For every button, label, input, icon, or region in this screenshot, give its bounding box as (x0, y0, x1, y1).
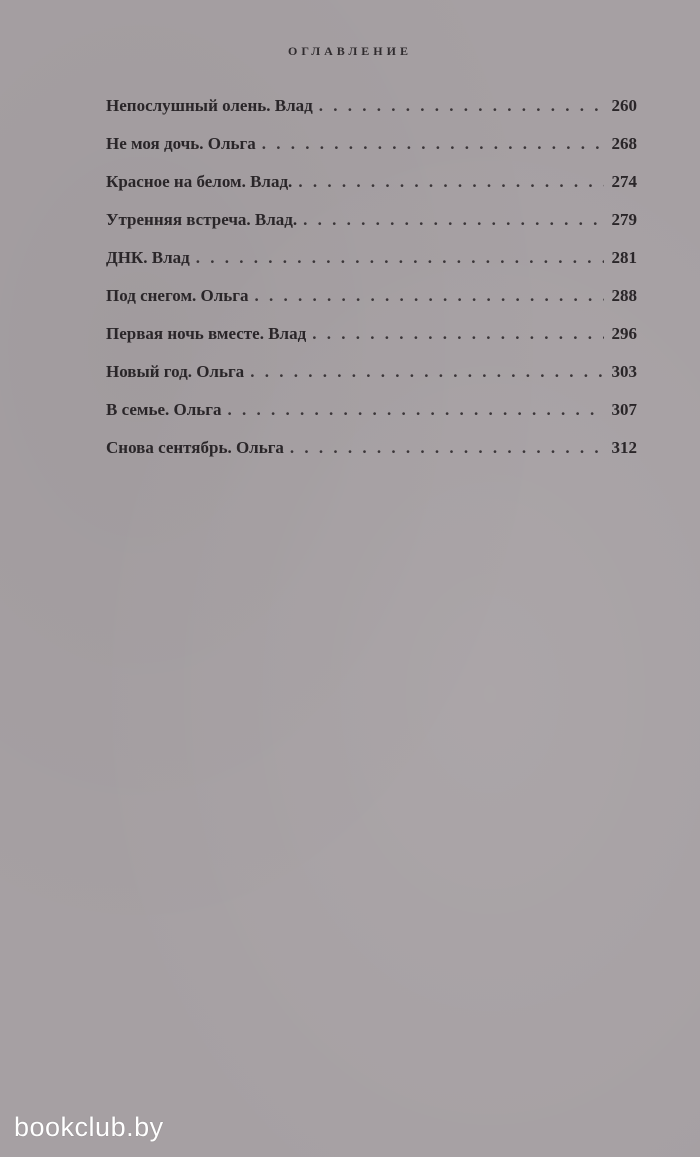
toc-entry (106, 362, 637, 400)
toc-entry-page: 288 (611, 286, 637, 305)
toc-dot-leader (250, 362, 603, 382)
toc-entry (106, 248, 637, 286)
toc-entry (106, 324, 637, 362)
toc-entry-label: Красное на белом. Влад. (106, 172, 293, 191)
toc-entry (106, 210, 637, 248)
toc-dot-leader (319, 96, 604, 116)
toc-entry-label: Не моя дочь. Ольга (106, 134, 256, 153)
toc-dot-leader (255, 286, 604, 306)
toc-dot-leader (303, 210, 603, 230)
toc-entry-label: Первая ночь вместе. Влад (106, 324, 307, 343)
toc-dot-leader (196, 248, 604, 268)
page-title: ОГЛАВЛЕНИЕ (288, 44, 412, 58)
toc-entry-label: В семье. Ольга (106, 400, 222, 419)
toc-entry (106, 96, 637, 134)
site-watermark: bookclub.by (14, 1112, 164, 1142)
toc-entry-label: ДНК. Влад (106, 248, 190, 267)
toc-dot-leader (298, 172, 603, 192)
toc-dot-leader (227, 400, 603, 420)
toc-entry-label: Новый год. Ольга (106, 362, 245, 381)
toc-entry-page: 281 (611, 248, 637, 267)
toc-entry-label: Непослушный олень. Влад (106, 96, 313, 115)
toc-dot-leader (262, 134, 604, 154)
toc-entry-page: 307 (611, 400, 637, 419)
toc-entry-page: 279 (611, 210, 637, 229)
toc-entry-page: 296 (611, 324, 637, 343)
toc-entry-label: Под снегом. Ольга (106, 286, 249, 305)
toc-entry-page: 268 (611, 134, 637, 153)
toc-entry (106, 400, 637, 438)
toc-entry-label: Утренняя встреча. Влад. (106, 210, 298, 229)
toc-entry (106, 172, 637, 210)
toc-dot-leader (312, 324, 603, 344)
toc-dot-leader (290, 438, 604, 458)
toc-entry-page: 312 (611, 438, 637, 457)
table-of-contents (106, 96, 637, 476)
toc-entry-label: Снова сентябрь. Ольга (106, 438, 284, 457)
toc-entry (106, 438, 637, 476)
toc-entry (106, 134, 637, 172)
toc-entry (106, 286, 637, 324)
toc-entry-page: 303 (611, 362, 637, 381)
toc-entry-page: 260 (611, 96, 637, 115)
toc-entry-page: 274 (611, 172, 637, 191)
